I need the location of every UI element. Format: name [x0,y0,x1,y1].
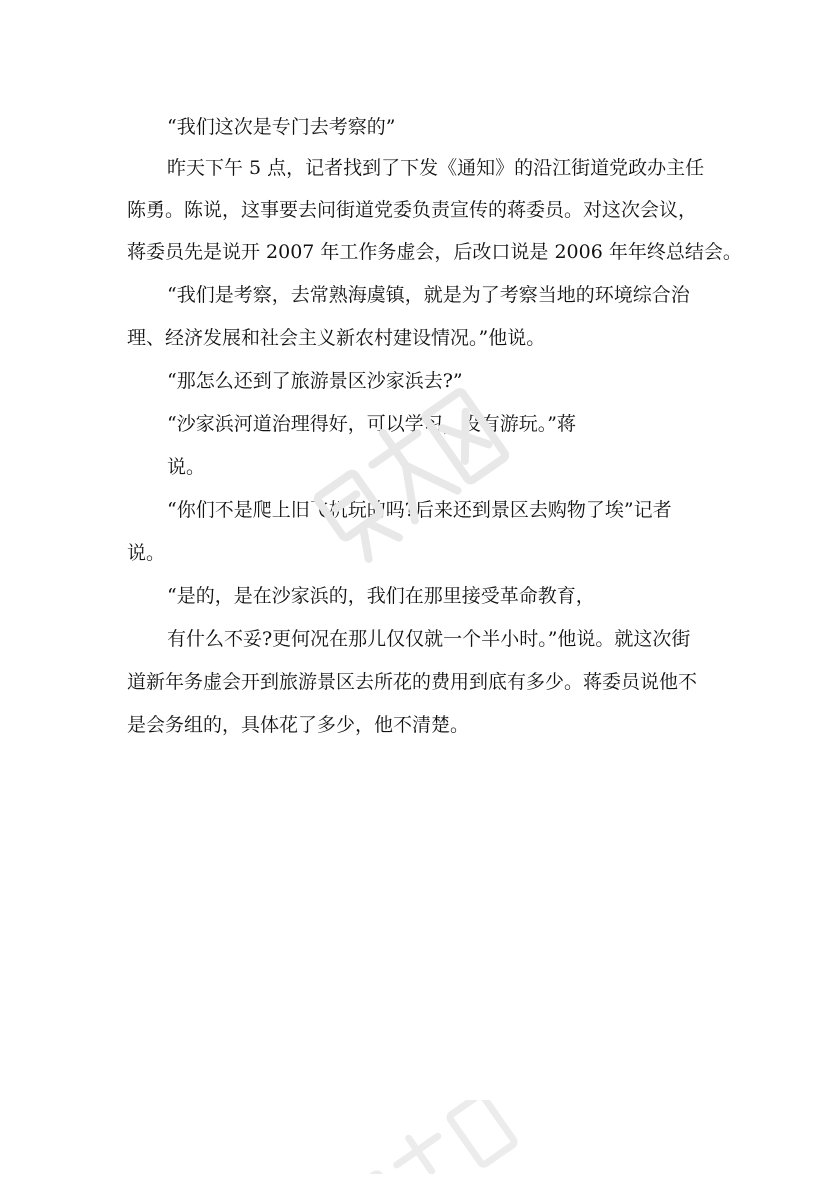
paragraph-line: 昨天下午 5 点，记者找到了下发《通知》的沿江街道党政办主任 [167,157,705,179]
paragraph-line: “是的，是在沙家浜的，我们在那里接受革命教育， [167,585,595,607]
paragraph-line: “那怎么还到了旅游景区沙家浜去?” [167,370,463,392]
paragraph-line: 说。 [167,456,206,478]
paragraph-line: 道新年务虚会开到旅游景区去所花的费用到底有多少。蒋委员说他不 [127,671,698,693]
paragraph-line: “我们这次是专门去考察的” [167,116,396,138]
paragraph-line: 陈勇。陈说，这事要去问街道党委负责宣传的蒋委员。对这次会议， [127,199,698,221]
paragraph-line: 是会务组的，具体花了多少，他不清楚。 [127,714,470,736]
paragraph-line: 理、经济发展和社会主义新农村建设情况。”他说。 [127,327,546,349]
paragraph-line: 说。 [127,542,166,564]
paragraph-line: 有什么不妥?更何况在那儿仅仅就一个半小时。”他说。就这次街 [167,628,691,650]
paragraph-line: “我们是考察，去常熟海虞镇，就是为了考察当地的环境综合治 [167,284,690,306]
paragraph-line: “沙家浜河道治理得好，可以学习，没有游玩。”蒋 [167,413,576,435]
paragraph-line: “你们不是爬上旧飞机玩的吗?后来还到景区去购物了埃”记者 [167,499,672,521]
paragraph-line: 蒋委员先是说开 2007 年工作务虚会，后改口说是 2006 年年终总结会。 [127,241,742,263]
watermark [320,1100,540,1174]
